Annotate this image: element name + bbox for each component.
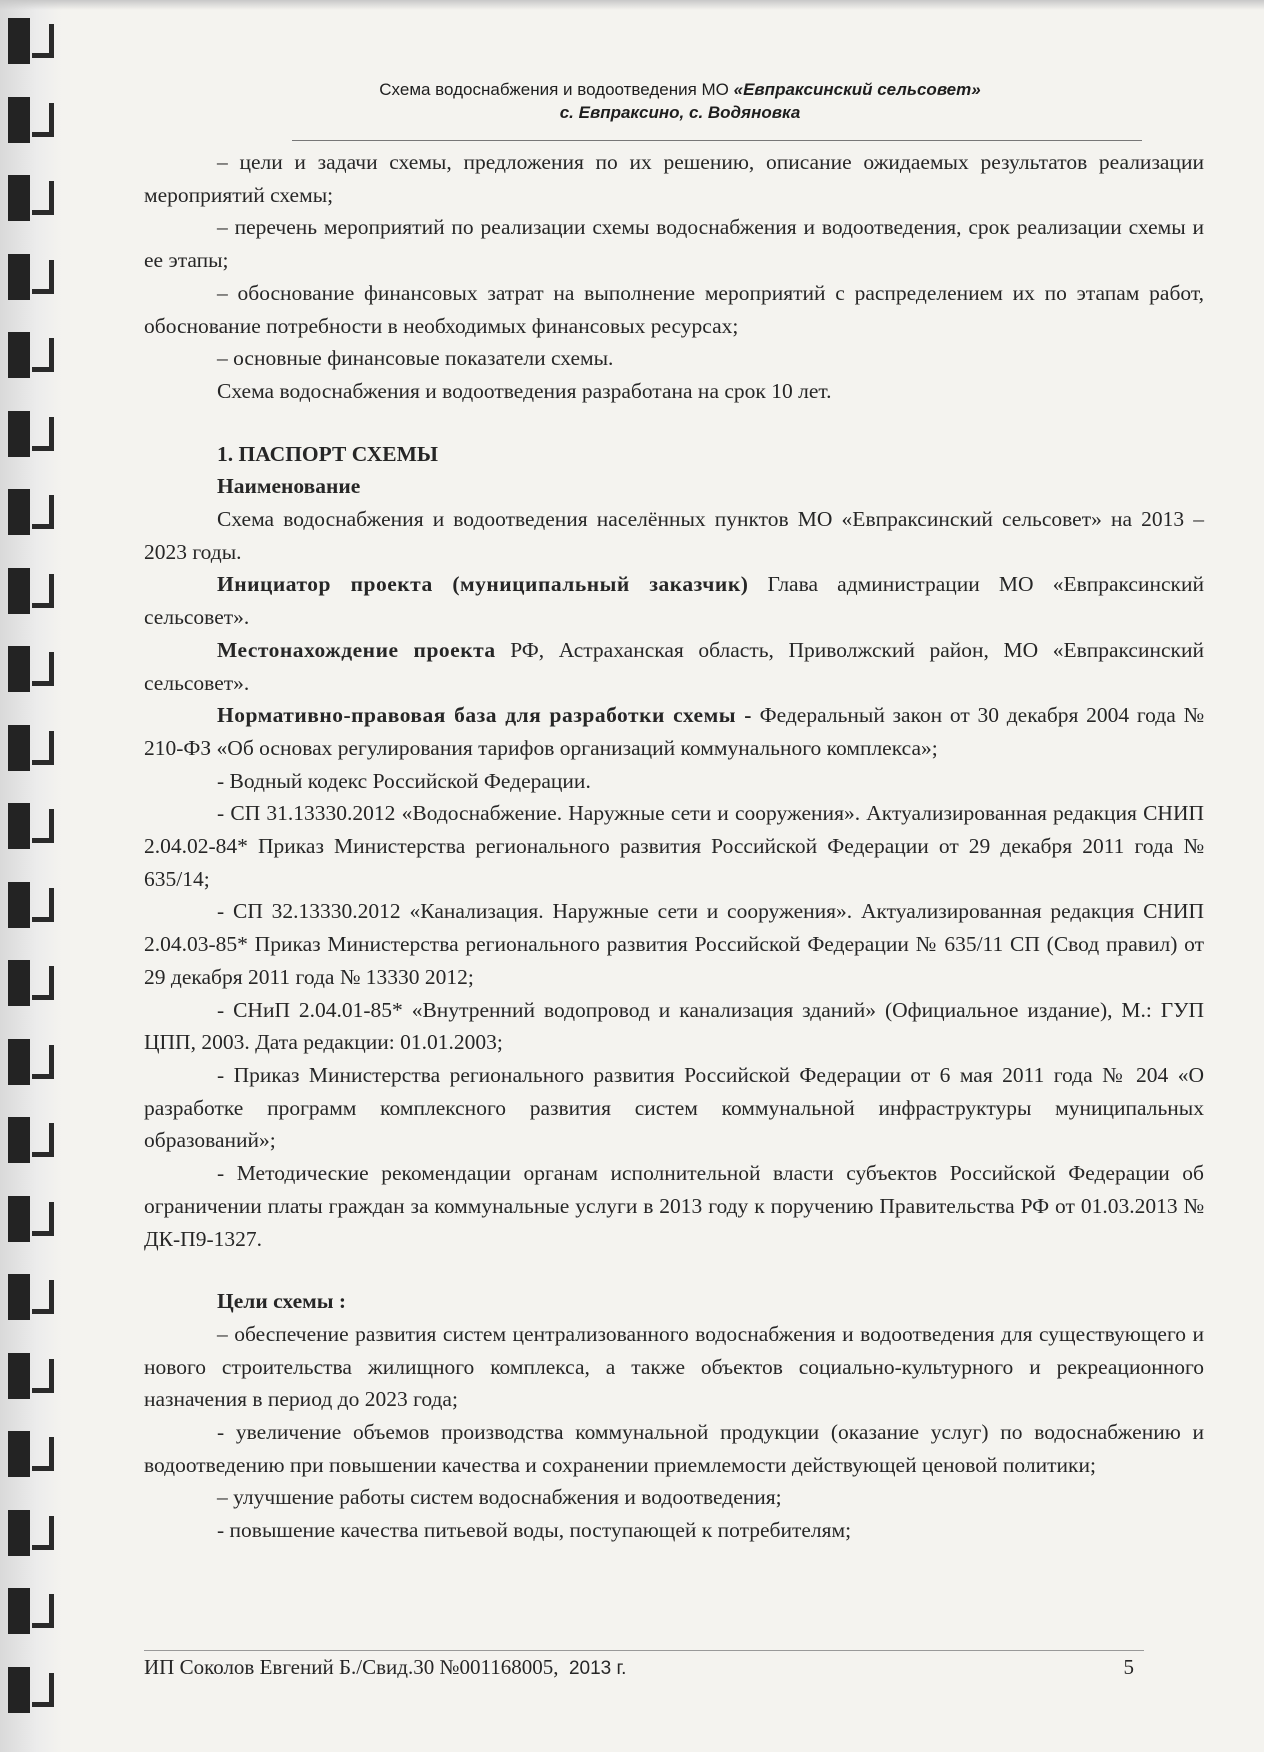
binding-ring	[8, 960, 58, 1006]
name-text: Схема водоснабжения и водоотведения населённых пунктов МО «Евпраксинский сельсовет» на 2013 – 2023 годы.	[144, 507, 1204, 564]
spacer	[144, 408, 1204, 438]
name-label: Наименование	[217, 474, 361, 499]
location-paragraph	[144, 634, 1204, 699]
binding-ring	[8, 1431, 58, 1477]
binding-ring	[8, 1039, 58, 1085]
binding-ring	[8, 254, 58, 300]
running-header	[300, 78, 1060, 124]
initiator-paragraph	[144, 568, 1204, 633]
header-prefix: Схема водоснабжения и водоотведения МО	[379, 80, 729, 99]
goal-item: – обеспечение развития систем централизованного водоснабжения и водоотведения для существующего и нового строительства жилищного комплекса, а также объектов социально-культурного и рекреационного назначения в период до 2023 года;	[144, 1321, 1204, 1412]
section-title: 1. ПАСПОРТ СХЕМЫ	[217, 441, 439, 466]
initiator-text: Глава администрации МО «Евпраксинский сельсовет».	[144, 572, 1204, 630]
binding-ring	[8, 1274, 58, 1320]
location-text: РФ, Астраханская область, Приволжский район, МО «Евпраксинский сельсовет».	[144, 637, 1204, 695]
legal-text: Федеральный закон от 30 декабря 2004 года № 210-ФЗ «Об основах регулирования тарифов организаций коммунального комплекса»;	[144, 703, 1204, 760]
goal-item: - повышение качества питьевой воды, поступающей к потребителям;	[217, 1518, 852, 1543]
binding-ring	[8, 1510, 58, 1556]
document-body	[144, 146, 1204, 1547]
header-line-2: с. Евпраксино, с. Водяновка	[559, 103, 801, 122]
footer-year: 2013 г.	[568, 1658, 627, 1679]
binding-ring	[8, 1588, 58, 1634]
binding-ring	[8, 411, 58, 457]
binding-ring	[8, 1353, 58, 1399]
spiral-binding	[0, 0, 62, 1752]
footer-rule	[144, 1650, 1144, 1651]
goal-item: – улучшение работы систем водоснабжения и водоотведения;	[217, 1485, 782, 1510]
binding-ring	[8, 489, 58, 535]
binding-ring	[8, 97, 58, 143]
header-rule	[292, 140, 1142, 141]
spacer	[144, 1255, 1204, 1285]
legal-item: - СП 31.13330.2012 «Водоснабжение. Наружные сети и сооружения». Актуализированная редакция СНИП 2.04.02-84* Приказ Министерства регионального развития Российской Федерации от 29 декабря 2011 года № 635/14;	[144, 801, 1204, 891]
legal-item: - СП 32.13330.2012 «Канализация. Наружные сети и сооружения». Актуализированная редакция СНИП 2.04.03-85* Приказ Министерства регионального развития Российской Федерации № 635/11 СП (Свод правил) от 29 декабря 2011 года № 13330 2012;	[144, 899, 1204, 989]
legal-label: Нормативно-правовая база для разработки схемы -	[217, 703, 752, 728]
header-org: «Евпраксинский сельсовет»	[733, 80, 981, 99]
intro-item: Схема водоснабжения и водоотведения разработана на срок 10 лет.	[217, 378, 832, 403]
legal-item: - Приказ Министерства регионального развития Российской Федерации от 6 мая 2011 года № 204 «О разработке программ комплексного развития систем коммунальной инфраструктуры муниципальных образований»;	[144, 1062, 1204, 1153]
binding-ring	[8, 568, 58, 614]
binding-ring	[8, 803, 58, 849]
page-footer	[144, 1652, 1134, 1684]
page-number: 5	[1123, 1655, 1134, 1679]
legal-item: - Методические рекомендации органам исполнительной власти субъектов Российской Федерации об ограничении платы граждан за коммунальные услуги в 2013 году к поручению Правительства РФ от 01.03.2013 № ДК-П9-1327.	[144, 1161, 1204, 1251]
legal-paragraph	[144, 699, 1204, 764]
page-top-shadow	[0, 0, 1264, 10]
intro-item: – перечень мероприятий по реализации схемы водоснабжения и водоотведения, срок реализации схемы и ее этапы;	[144, 215, 1204, 273]
intro-item: – обоснование финансовых затрат на выполнение мероприятий с распределением их по этапам работ, обоснование потребности в необходимых финансовых ресурсах;	[144, 280, 1204, 338]
binding-ring	[8, 18, 58, 64]
binding-ring	[8, 882, 58, 928]
binding-ring	[8, 646, 58, 692]
goal-item: - увеличение объемов производства коммунальной продукции (оказание услуг) по водоснабжению и водоотведению при повышении качества и сохранении приемлемости действующей ценовой политики;	[144, 1420, 1204, 1477]
intro-item: – основные финансовые показатели схемы.	[217, 346, 614, 371]
binding-ring	[8, 175, 58, 221]
binding-ring	[8, 1667, 58, 1713]
binding-ring	[8, 725, 58, 771]
intro-item: – цели и задачи схемы, предложения по их решению, описание ожидаемых результатов реализации мероприятий схемы;	[144, 150, 1204, 207]
goals-title: Цели схемы :	[217, 1289, 347, 1314]
binding-ring	[8, 1196, 58, 1242]
footer-author: ИП Соколов Евгений Б./Свид.30 №001168005,	[144, 1655, 559, 1679]
initiator-label: Инициатор проекта (муниципальный заказчик)	[217, 572, 749, 597]
legal-item: - Водный кодекс Российской Федерации.	[217, 768, 591, 793]
binding-ring	[8, 1117, 58, 1163]
legal-item: - СНиП 2.04.01-85* «Внутренний водопровод и канализация зданий» (Официальное издание), М.: ГУП ЦПП, 2003. Дата редакции: 01.01.2003;	[144, 997, 1204, 1055]
binding-ring	[8, 332, 58, 378]
header-line-1	[300, 78, 1060, 101]
location-label: Местонахождение проекта	[217, 637, 496, 662]
